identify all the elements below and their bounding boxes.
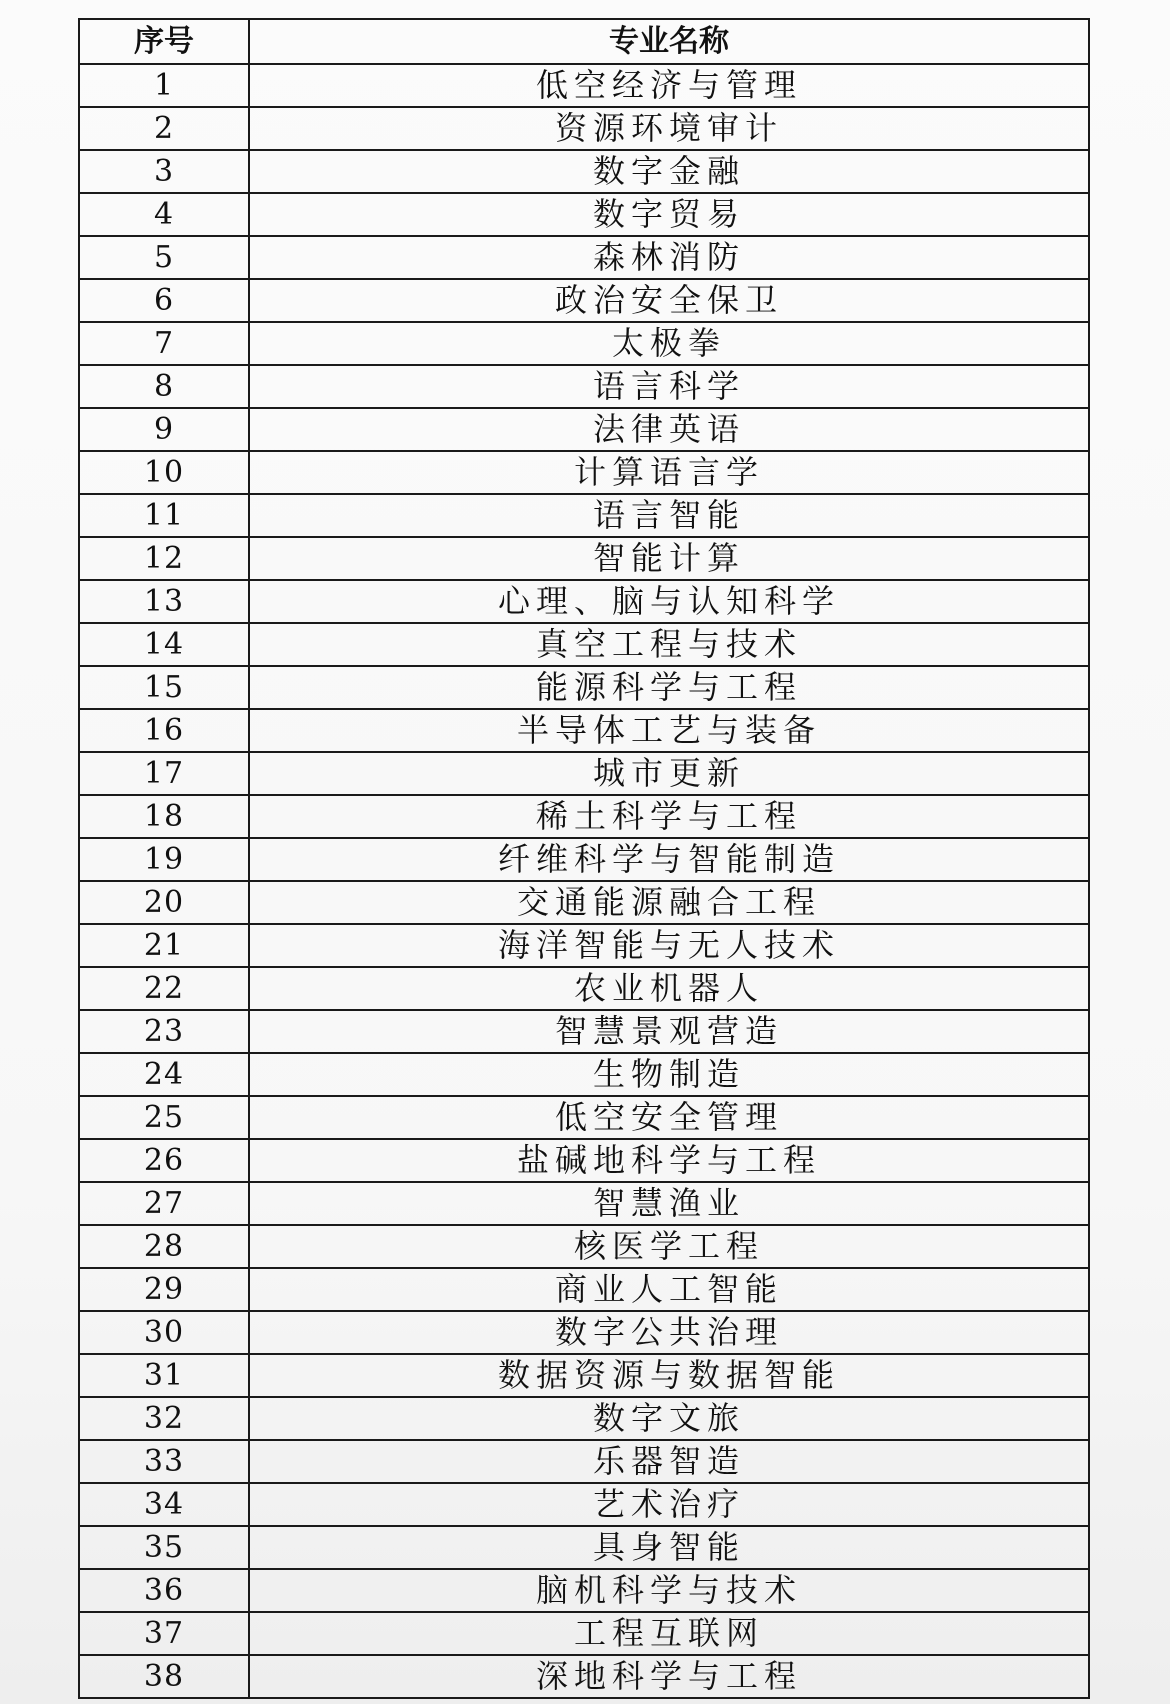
table-row	[79, 709, 1089, 752]
table-row	[79, 1483, 1089, 1526]
header-name: 专业名称	[249, 19, 1089, 64]
row-major-name: 数字公共治理	[249, 1311, 1089, 1354]
table-row	[79, 1354, 1089, 1397]
row-major-name: 数据资源与数据智能	[249, 1354, 1089, 1397]
row-major-name: 资源环境审计	[249, 107, 1089, 150]
row-index: 5	[79, 236, 249, 279]
table-row	[79, 1612, 1089, 1655]
table-row	[79, 1440, 1089, 1483]
row-index: 18	[79, 795, 249, 838]
row-index: 22	[79, 967, 249, 1010]
row-major-name: 城市更新	[249, 752, 1089, 795]
row-index: 37	[79, 1612, 249, 1655]
row-index: 36	[79, 1569, 249, 1612]
table-row	[79, 279, 1089, 322]
row-index: 35	[79, 1526, 249, 1569]
row-index: 7	[79, 322, 249, 365]
row-major-name: 语言科学	[249, 365, 1089, 408]
row-index: 33	[79, 1440, 249, 1483]
table-row	[79, 322, 1089, 365]
table-row	[79, 537, 1089, 580]
table-row	[79, 1139, 1089, 1182]
row-index: 10	[79, 451, 249, 494]
row-major-name: 生物制造	[249, 1053, 1089, 1096]
row-index: 3	[79, 150, 249, 193]
table-row	[79, 1096, 1089, 1139]
row-major-name: 乐器智造	[249, 1440, 1089, 1483]
row-major-name: 海洋智能与无人技术	[249, 924, 1089, 967]
row-major-name: 智慧渔业	[249, 1182, 1089, 1225]
table-row	[79, 494, 1089, 537]
row-major-name: 数字文旅	[249, 1397, 1089, 1440]
table-row	[79, 1225, 1089, 1268]
table-row	[79, 107, 1089, 150]
table-row	[79, 1053, 1089, 1096]
row-index: 26	[79, 1139, 249, 1182]
row-major-name: 真空工程与技术	[249, 623, 1089, 666]
row-major-name: 艺术治疗	[249, 1483, 1089, 1526]
row-major-name: 低空安全管理	[249, 1096, 1089, 1139]
table-row	[79, 193, 1089, 236]
row-major-name: 盐碱地科学与工程	[249, 1139, 1089, 1182]
row-index: 8	[79, 365, 249, 408]
table-row	[79, 1526, 1089, 1569]
table-row	[79, 150, 1089, 193]
table-row	[79, 1569, 1089, 1612]
row-major-name: 计算语言学	[249, 451, 1089, 494]
row-index: 15	[79, 666, 249, 709]
table-row	[79, 1397, 1089, 1440]
row-major-name: 智能计算	[249, 537, 1089, 580]
row-index: 25	[79, 1096, 249, 1139]
table-row	[79, 1182, 1089, 1225]
row-index: 24	[79, 1053, 249, 1096]
row-major-name: 低空经济与管理	[249, 64, 1089, 107]
row-major-name: 智慧景观营造	[249, 1010, 1089, 1053]
row-index: 19	[79, 838, 249, 881]
majors-table	[78, 18, 1090, 1699]
row-index: 30	[79, 1311, 249, 1354]
row-major-name: 核医学工程	[249, 1225, 1089, 1268]
table-row	[79, 236, 1089, 279]
row-index: 2	[79, 107, 249, 150]
header-index: 序号	[79, 19, 249, 64]
row-index: 4	[79, 193, 249, 236]
row-major-name: 森林消防	[249, 236, 1089, 279]
row-major-name: 心理、脑与认知科学	[249, 580, 1089, 623]
table-row	[79, 1268, 1089, 1311]
row-index: 9	[79, 408, 249, 451]
table-row	[79, 666, 1089, 709]
row-index: 28	[79, 1225, 249, 1268]
row-index: 32	[79, 1397, 249, 1440]
table-row	[79, 795, 1089, 838]
row-major-name: 具身智能	[249, 1526, 1089, 1569]
header-row	[79, 19, 1089, 64]
table-row	[79, 1655, 1089, 1698]
row-major-name: 语言智能	[249, 494, 1089, 537]
row-index: 13	[79, 580, 249, 623]
row-major-name: 政治安全保卫	[249, 279, 1089, 322]
row-index: 29	[79, 1268, 249, 1311]
row-major-name: 半导体工艺与装备	[249, 709, 1089, 752]
row-index: 20	[79, 881, 249, 924]
row-major-name: 脑机科学与技术	[249, 1569, 1089, 1612]
row-major-name: 纤维科学与智能制造	[249, 838, 1089, 881]
row-index: 17	[79, 752, 249, 795]
row-major-name: 工程互联网	[249, 1612, 1089, 1655]
table-row	[79, 924, 1089, 967]
table-row	[79, 1311, 1089, 1354]
table-row	[79, 881, 1089, 924]
row-index: 12	[79, 537, 249, 580]
row-index: 1	[79, 64, 249, 107]
row-index: 31	[79, 1354, 249, 1397]
row-index: 14	[79, 623, 249, 666]
row-major-name: 数字金融	[249, 150, 1089, 193]
row-major-name: 商业人工智能	[249, 1268, 1089, 1311]
row-major-name: 能源科学与工程	[249, 666, 1089, 709]
table-row	[79, 838, 1089, 881]
row-index: 11	[79, 494, 249, 537]
row-index: 6	[79, 279, 249, 322]
row-index: 34	[79, 1483, 249, 1526]
majors-table-wrap	[78, 18, 1088, 1695]
row-major-name: 交通能源融合工程	[249, 881, 1089, 924]
table-row	[79, 1010, 1089, 1053]
table-row	[79, 408, 1089, 451]
table-row	[79, 580, 1089, 623]
row-index: 23	[79, 1010, 249, 1053]
row-index: 16	[79, 709, 249, 752]
table-row	[79, 623, 1089, 666]
row-major-name: 农业机器人	[249, 967, 1089, 1010]
row-major-name: 法律英语	[249, 408, 1089, 451]
table-row	[79, 365, 1089, 408]
row-major-name: 稀土科学与工程	[249, 795, 1089, 838]
table-row	[79, 64, 1089, 107]
table-header	[79, 19, 1089, 64]
row-index: 38	[79, 1655, 249, 1698]
table-row	[79, 451, 1089, 494]
table-row	[79, 967, 1089, 1010]
row-major-name: 深地科学与工程	[249, 1655, 1089, 1698]
table-row	[79, 752, 1089, 795]
row-index: 21	[79, 924, 249, 967]
row-major-name: 太极拳	[249, 322, 1089, 365]
row-major-name: 数字贸易	[249, 193, 1089, 236]
table-body	[79, 64, 1089, 1698]
row-index: 27	[79, 1182, 249, 1225]
